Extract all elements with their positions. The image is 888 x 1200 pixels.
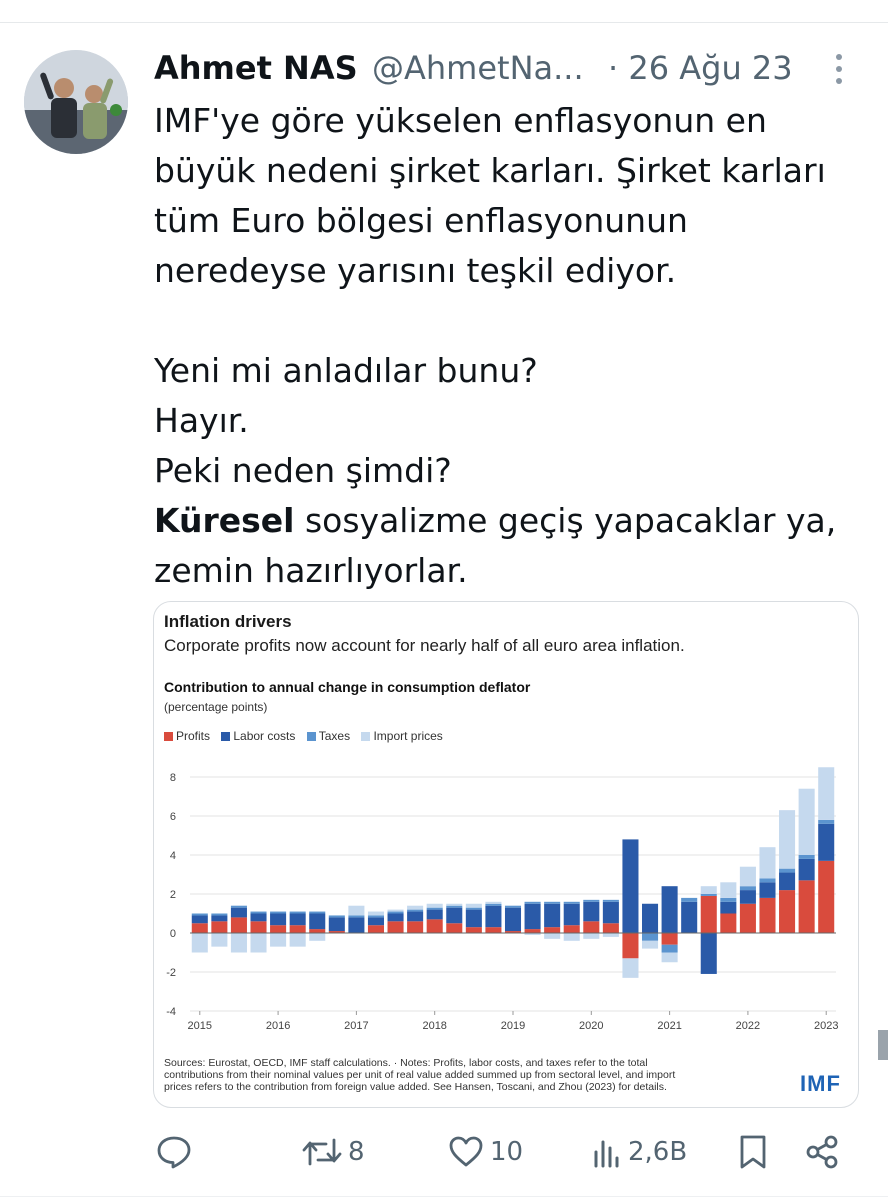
bar-segment xyxy=(388,912,404,914)
bar-segment xyxy=(662,886,678,933)
views-icon xyxy=(592,1134,622,1170)
bar-segment xyxy=(427,910,443,920)
bar-segment xyxy=(603,900,619,902)
bar-segment xyxy=(779,869,795,873)
share-icon xyxy=(804,1134,840,1170)
bar-segment xyxy=(740,886,756,890)
bar-segment xyxy=(818,861,834,933)
bar-segment xyxy=(662,945,678,953)
bar-segment xyxy=(231,933,247,953)
tweet-line: neredeyse yarısını teşkil ediyor. xyxy=(154,251,677,290)
reply-icon xyxy=(156,1134,192,1170)
imf-logo: IMF xyxy=(800,1071,841,1096)
bar-segment xyxy=(818,767,834,820)
scrollbar-thumb[interactable] xyxy=(878,1030,888,1060)
bar-segment xyxy=(818,820,834,824)
chart-units: (percentage points) xyxy=(164,700,268,714)
bar-segment xyxy=(642,941,658,949)
tweet-line: Hayır. xyxy=(154,401,249,440)
author-handle[interactable]: @AhmetNa... xyxy=(372,49,584,87)
bar-segment xyxy=(583,933,599,939)
sources-line: Sources: Eurostat, OECD, IMF staff calculations. · Notes: Profits, labor costs, and taxes refer to the total xyxy=(164,1057,648,1069)
bar-segment xyxy=(211,914,227,916)
bar-segment xyxy=(662,933,678,945)
bar-segment xyxy=(250,914,266,922)
tweet-line: zemin hazırlıyorlar. xyxy=(154,551,468,590)
bar-segment xyxy=(583,902,599,922)
bar-segment xyxy=(309,914,325,930)
bar-segment xyxy=(231,908,247,918)
y-tick-label: 2 xyxy=(169,889,176,901)
bar-segment xyxy=(446,923,462,933)
x-tick-label: 2015 xyxy=(187,1020,213,1032)
legend-item: Import prices xyxy=(361,729,442,743)
tweet-text xyxy=(154,96,854,596)
tweet-line xyxy=(154,496,854,546)
tweet-line-rest: sosyalizme geçiş yapacaklar ya, xyxy=(294,501,837,540)
bar-segment xyxy=(270,914,286,926)
bar-segment xyxy=(407,912,423,922)
bar-segment xyxy=(309,929,325,933)
x-tick-label: 2021 xyxy=(657,1020,682,1032)
tweet-header xyxy=(154,46,848,90)
tweet-line: büyük nedeni şirket karları. Şirket karları xyxy=(154,151,826,190)
x-tick-label: 2016 xyxy=(265,1020,291,1032)
more-options-icon[interactable] xyxy=(832,52,846,86)
bar-segment xyxy=(720,882,736,898)
x-tick-label: 2023 xyxy=(813,1020,839,1032)
bar-segment xyxy=(525,929,541,933)
bar-segment xyxy=(485,927,501,933)
bar-segment xyxy=(525,904,541,929)
bar-segment xyxy=(505,908,521,931)
bar-segment xyxy=(290,912,306,914)
bar-segment xyxy=(622,933,638,958)
bar-segment xyxy=(466,904,482,908)
bar-segment xyxy=(309,933,325,941)
avatar[interactable] xyxy=(24,50,128,154)
bar-segment xyxy=(603,923,619,933)
x-tick-label: 2020 xyxy=(579,1020,604,1032)
bar-segment xyxy=(583,900,599,902)
bar-segment xyxy=(603,902,619,923)
bar-segment xyxy=(544,904,560,927)
bar-segment xyxy=(701,894,717,896)
views-button[interactable] xyxy=(592,1124,687,1180)
bar-segment xyxy=(231,906,247,908)
bar-segment xyxy=(485,906,501,927)
bar-segment xyxy=(368,915,384,917)
share-button[interactable] xyxy=(804,1124,840,1180)
bar-segment xyxy=(466,908,482,910)
bar-segment xyxy=(407,910,423,912)
bar-segment xyxy=(779,810,795,869)
y-tick-label: 0 xyxy=(169,928,176,940)
bar-segment xyxy=(231,917,247,933)
bar-segment xyxy=(662,953,678,963)
y-tick-label: -4 xyxy=(166,1006,176,1018)
reply-button[interactable] xyxy=(156,1124,198,1180)
legend-item: Taxes xyxy=(307,729,350,743)
top-divider xyxy=(0,22,888,23)
tweet-line: Yeni mi anladılar bunu? xyxy=(154,351,538,390)
chart-subtitle: Corporate profits now account for nearly half of all euro area inflation. xyxy=(164,636,685,655)
tweet-line: tüm Euro bölgesi enflasyonunun xyxy=(154,201,688,240)
bar-segment xyxy=(446,906,462,908)
bar-segment xyxy=(466,910,482,928)
like-button[interactable] xyxy=(448,1124,523,1180)
bar-segment xyxy=(642,933,658,941)
bar-segment xyxy=(505,906,521,908)
bar-segment xyxy=(446,904,462,906)
bar-segment xyxy=(740,867,756,887)
x-tick-label: 2022 xyxy=(735,1020,761,1032)
bottom-divider xyxy=(0,1196,888,1197)
bar-segment xyxy=(250,921,266,933)
bar-segment xyxy=(348,917,364,933)
chart-legend xyxy=(164,729,451,743)
bar-segment xyxy=(759,898,775,933)
retweet-count: 8 xyxy=(348,1137,365,1167)
bar-segment xyxy=(211,933,227,947)
bar-segment xyxy=(211,915,227,921)
x-tick-label: 2017 xyxy=(344,1020,369,1032)
bar-segment xyxy=(564,925,580,933)
bar-segment xyxy=(799,855,815,859)
bar-segment xyxy=(564,933,580,941)
bar-segment xyxy=(485,902,501,904)
tweet-line: Peki neden şimdi? xyxy=(154,451,452,490)
tweet-actions xyxy=(0,1124,888,1180)
bar-segment xyxy=(799,859,815,880)
bar-segment xyxy=(427,908,443,910)
bar-segment xyxy=(211,921,227,933)
bar-segment xyxy=(192,914,208,916)
bar-segment xyxy=(544,902,560,904)
tweet-date[interactable]: · 26 Ağu 23 xyxy=(608,49,793,87)
heart-icon xyxy=(448,1134,484,1170)
bar-segment xyxy=(427,919,443,933)
bar-segment xyxy=(192,915,208,923)
bar-segment xyxy=(544,927,560,933)
bar-segment xyxy=(446,908,462,924)
bar-segment xyxy=(720,902,736,914)
bar-segment xyxy=(583,921,599,933)
media-image[interactable] xyxy=(153,601,859,1108)
bar-segment xyxy=(368,912,384,916)
bar-segment xyxy=(681,898,697,902)
bar-segment xyxy=(329,917,345,931)
bar-segment xyxy=(368,917,384,925)
bar-segment xyxy=(759,882,775,898)
bar-segment xyxy=(250,933,266,953)
bar-segment xyxy=(388,914,404,922)
y-tick-label: -2 xyxy=(166,967,176,979)
bar-segment xyxy=(407,906,423,910)
author-name[interactable]: Ahmet NAS xyxy=(154,49,358,87)
views-count: 2,6B xyxy=(628,1137,688,1167)
bar-segment xyxy=(603,933,619,937)
sources-line: prices refers to the contribution from foreign value added. See Hansen, Toscani, and Zhou (2023) for details. xyxy=(164,1081,667,1093)
chart-heading: Contribution to annual change in consumption deflator xyxy=(164,679,531,695)
bar-segment xyxy=(818,824,834,861)
bar-segment xyxy=(720,898,736,902)
bar-segment xyxy=(622,958,638,978)
x-tick-label: 2018 xyxy=(422,1020,447,1032)
bar-segment xyxy=(388,921,404,933)
tweet-line: IMF'ye göre yükselen enflasyonun en xyxy=(154,101,767,140)
bar-segment xyxy=(348,915,364,917)
retweet-icon xyxy=(302,1134,342,1170)
bar-segment xyxy=(799,789,815,855)
y-tick-label: 4 xyxy=(169,850,176,862)
bar-chart xyxy=(154,767,858,1047)
bar-segment xyxy=(290,933,306,947)
chart-sources xyxy=(164,1057,774,1093)
bar-segment xyxy=(368,925,384,933)
bar-segment xyxy=(270,933,286,947)
legend-item: Profits xyxy=(164,729,210,743)
bar-segment xyxy=(329,915,345,917)
bar-segment xyxy=(759,878,775,882)
bar-segment xyxy=(270,912,286,914)
bar-segment xyxy=(799,880,815,933)
bar-segment xyxy=(681,902,697,933)
bar-segment xyxy=(407,921,423,933)
bar-segment xyxy=(740,890,756,904)
bookmark-icon xyxy=(738,1134,768,1170)
retweet-button[interactable] xyxy=(302,1124,365,1180)
y-tick-label: 6 xyxy=(169,811,176,823)
bar-segment xyxy=(701,886,717,894)
bar-segment xyxy=(642,904,658,933)
bar-segment xyxy=(192,923,208,933)
bar-segment xyxy=(740,904,756,933)
bar-segment xyxy=(250,912,266,914)
bar-segment xyxy=(622,839,638,933)
bookmark-button[interactable] xyxy=(738,1124,768,1180)
bar-segment xyxy=(309,912,325,914)
bar-segment xyxy=(290,914,306,926)
bar-segment xyxy=(290,925,306,933)
bar-segment xyxy=(564,902,580,904)
bar-segment xyxy=(466,927,482,933)
bar-segment xyxy=(427,904,443,908)
bar-segment xyxy=(485,904,501,906)
legend-item: Labor costs xyxy=(221,729,295,743)
bar-segment xyxy=(544,933,560,939)
bold-word: Küresel xyxy=(154,501,295,540)
bar-segment xyxy=(701,896,717,933)
bar-segment xyxy=(564,904,580,925)
bar-segment xyxy=(525,902,541,904)
y-tick-label: 8 xyxy=(169,772,176,784)
bar-segment xyxy=(388,910,404,912)
bar-segment xyxy=(701,933,717,974)
bar-segment xyxy=(759,847,775,878)
avatar-photo-icon xyxy=(24,50,128,154)
sources-line: contributions from their nominal values per unit of real value added summed up from sectoral level, and import xyxy=(164,1069,676,1081)
bar-segment xyxy=(720,914,736,934)
bar-segment xyxy=(779,890,795,933)
chart-title: Inflation drivers xyxy=(164,612,292,631)
bar-segment xyxy=(270,925,286,933)
like-count: 10 xyxy=(490,1137,524,1167)
bar-segment xyxy=(348,906,364,916)
bar-segment xyxy=(192,933,208,953)
bar-segment xyxy=(779,873,795,891)
x-tick-label: 2019 xyxy=(500,1020,526,1032)
